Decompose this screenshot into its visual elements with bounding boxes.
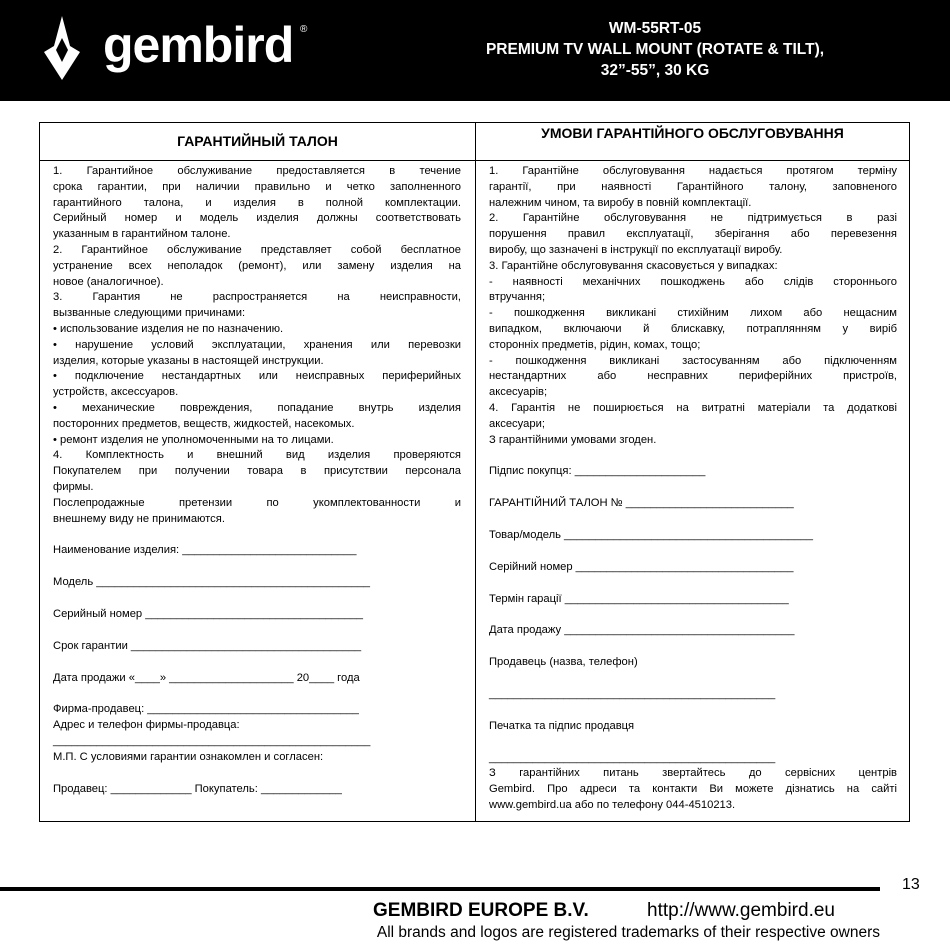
term-line: • механические повреждения, попадание внутрь изделия: [53, 401, 461, 414]
stamp-consent-line: М.П. С условиями гарантии ознакомлен и согласен:: [53, 750, 324, 763]
seller-address-label: Адрес и телефон фирмы-продавца:: [53, 719, 240, 732]
term-line: срока гарантии, при наличии правильно и четко заполненного: [53, 180, 461, 193]
term-line: 3. Гарантия не распространяется на неисправности,: [53, 291, 461, 304]
sale-date-field-ua[interactable]: Дата продажу _____________________________________: [489, 624, 795, 637]
service-note-line: З гарантійних питань звертайтесь до сервісних центрів: [489, 767, 897, 780]
term-line: новое (аналогичное).: [53, 275, 164, 288]
seller-stamp-field[interactable]: ______________________________________________: [489, 751, 776, 764]
term-line: аксесуари;: [489, 417, 545, 430]
brand-logo-text: gembird: [103, 17, 294, 73]
term-line: 4. Комплектность и внешний вид изделия проверяются: [53, 449, 461, 462]
term-line: 1. Гарантійне обслуговування надається протягом терміну: [489, 165, 897, 177]
company-name: GEMBIRD EUROPE B.V.: [373, 900, 589, 921]
term-line: вызванные следующими причинами:: [53, 307, 246, 320]
term-line: гарантийного талона, и изделия в полной комплектации.: [53, 196, 461, 209]
page-number: 13: [902, 876, 920, 893]
term-line: 1. Гарантийное обслуживание предоставляется в течение: [53, 165, 461, 177]
term-line: устройств, аксессуаров.: [53, 386, 179, 399]
term-line: указанным в гарантийном талоне.: [53, 228, 231, 241]
term-line: 3. Гарантійне обслуговування скасовується у випадках:: [489, 259, 778, 272]
product-title: [400, 18, 910, 81]
gembird-logo-icon: [44, 16, 80, 80]
seller-stamp-label: Печатка та підпис продавця: [489, 719, 635, 732]
term-line: устранение всех неполадок (ремонт), или замену изделия на: [53, 259, 461, 272]
column-divider: [475, 122, 476, 822]
service-note-line: www.gembird.ua або по телефону 044-4510213.: [489, 798, 736, 811]
service-note-line: Gembird. Про адреси та контакти Ви можете дізнатись на сайті: [489, 783, 897, 796]
term-line: Покупателем при получении товара в присутствии персонала: [53, 465, 461, 478]
term-line: порушення правил експлуатації, зберігання або перевезення: [489, 228, 897, 241]
seller-label: Продавець (назва, телефон): [489, 656, 638, 669]
seller-field[interactable]: ______________________________________________: [489, 687, 776, 700]
warranty-terms-ua: [489, 164, 897, 814]
term-line: Серийный номер и модель изделия должны соответствовать: [53, 212, 461, 225]
term-line: 2. Гарантийное обслуживание представляет собой бесплатное: [53, 243, 461, 256]
term-line: • подключение нестандартных или неисправных периферийных: [53, 370, 461, 383]
product-title-line1: PREMIUM TV WALL MOUNT (ROTATE & TILT),: [485, 41, 825, 58]
seller-address-field[interactable]: ___________________________________________________: [53, 734, 371, 747]
term-line: Послепродажные претензии по укомплектованности и: [53, 496, 461, 509]
term-line: - пошкодження викликані стихійним лихом або нещасним: [489, 307, 897, 320]
header-banner: [0, 0, 950, 101]
buyer-signature-field[interactable]: Підпис покупця: _____________________: [489, 465, 706, 478]
term-line: сторонніх предметів, рідин, комах, тощо;: [489, 338, 701, 351]
warranty-terms-ru: [53, 164, 461, 797]
registered-mark: ®: [300, 24, 308, 35]
footer-rule: [0, 887, 880, 891]
term-line: випадком, включаючи й блискавку, потраплянням у виріб: [489, 322, 897, 335]
term-line: нестандартних або несправних периферійних пристроїв,: [489, 370, 897, 383]
product-model: WM-55RT-05: [608, 20, 702, 37]
term-line: • нарушение условий эксплуатации, хранения или перевозки: [53, 338, 461, 351]
term-line: 2. Гарантійне обслуговування не підтримується в разі: [489, 212, 897, 225]
term-line: фирмы.: [53, 480, 94, 493]
term-line: належним чином, та виробу в повній комплектації.: [489, 196, 752, 209]
trademark-notice: All brands and logos are registered trademarks of their respective owners: [376, 924, 880, 941]
signatures-field[interactable]: Продавец: _____________ Покупатель: _____________: [53, 782, 342, 795]
term-line: - наявності механічних пошкоджень або слідів стороннього: [489, 275, 897, 288]
term-line: 4. Гарантія не поширюється на витратні матеріали та додаткові: [489, 401, 897, 414]
term-line: • ремонт изделия не уполномоченными на то лицами.: [53, 433, 334, 446]
left-column-heading: ГАРАНТИЙНЫЙ ТАЛОН: [177, 133, 338, 149]
term-line: З гарантійними умовами згоден.: [489, 433, 657, 446]
right-column-heading: УМОВИ ГАРАНТІЙНОГО ОБСЛУГОВУВАННЯ: [541, 125, 844, 141]
heading-divider: [39, 160, 910, 161]
seller-company-field[interactable]: Фирма-продавец: __________________________________: [53, 703, 359, 716]
warranty-period-field[interactable]: Срок гарантии _____________________________________: [53, 639, 362, 652]
term-line: • использование изделия не по назначению.: [53, 322, 284, 335]
term-line: внешнему виду не принимаются.: [53, 512, 225, 525]
product-name-field[interactable]: Наименование изделия: ____________________________: [53, 544, 357, 557]
term-line: - пошкодження викликані застосуванням або підключенням: [489, 354, 897, 367]
term-line: гарантії, при наявності Гарантійного талону, заповненого: [489, 180, 897, 193]
model-field[interactable]: Модель ____________________________________________: [53, 576, 371, 589]
company-url[interactable]: http://www.gembird.eu: [647, 900, 835, 921]
warranty-term-field[interactable]: Термін гарації ____________________________________: [489, 592, 789, 605]
term-line: виробу, що зазначені в інструкції по експлуатації виробу.: [489, 243, 783, 256]
warranty-number-field[interactable]: ГАРАНТІЙНИЙ ТАЛОН № ___________________________: [489, 497, 794, 510]
term-line: изделия, которые указаны в настоящей инструкции.: [53, 354, 324, 367]
term-line: посторонних предметов, веществ, жидкостей, насекомых.: [53, 417, 355, 430]
product-title-line2: 32”-55”, 30 KG: [600, 62, 710, 79]
sale-date-field[interactable]: Дата продажи «____» ____________________ 20____ года: [53, 671, 360, 684]
term-line: втручання;: [489, 291, 546, 304]
product-model-field[interactable]: Товар/модель ________________________________________: [489, 528, 813, 541]
serial-number-field-ua[interactable]: Серійний номер ___________________________________: [489, 560, 794, 573]
term-line: аксесуарів;: [489, 386, 548, 399]
serial-number-field[interactable]: Серийный номер ___________________________________: [53, 607, 364, 620]
